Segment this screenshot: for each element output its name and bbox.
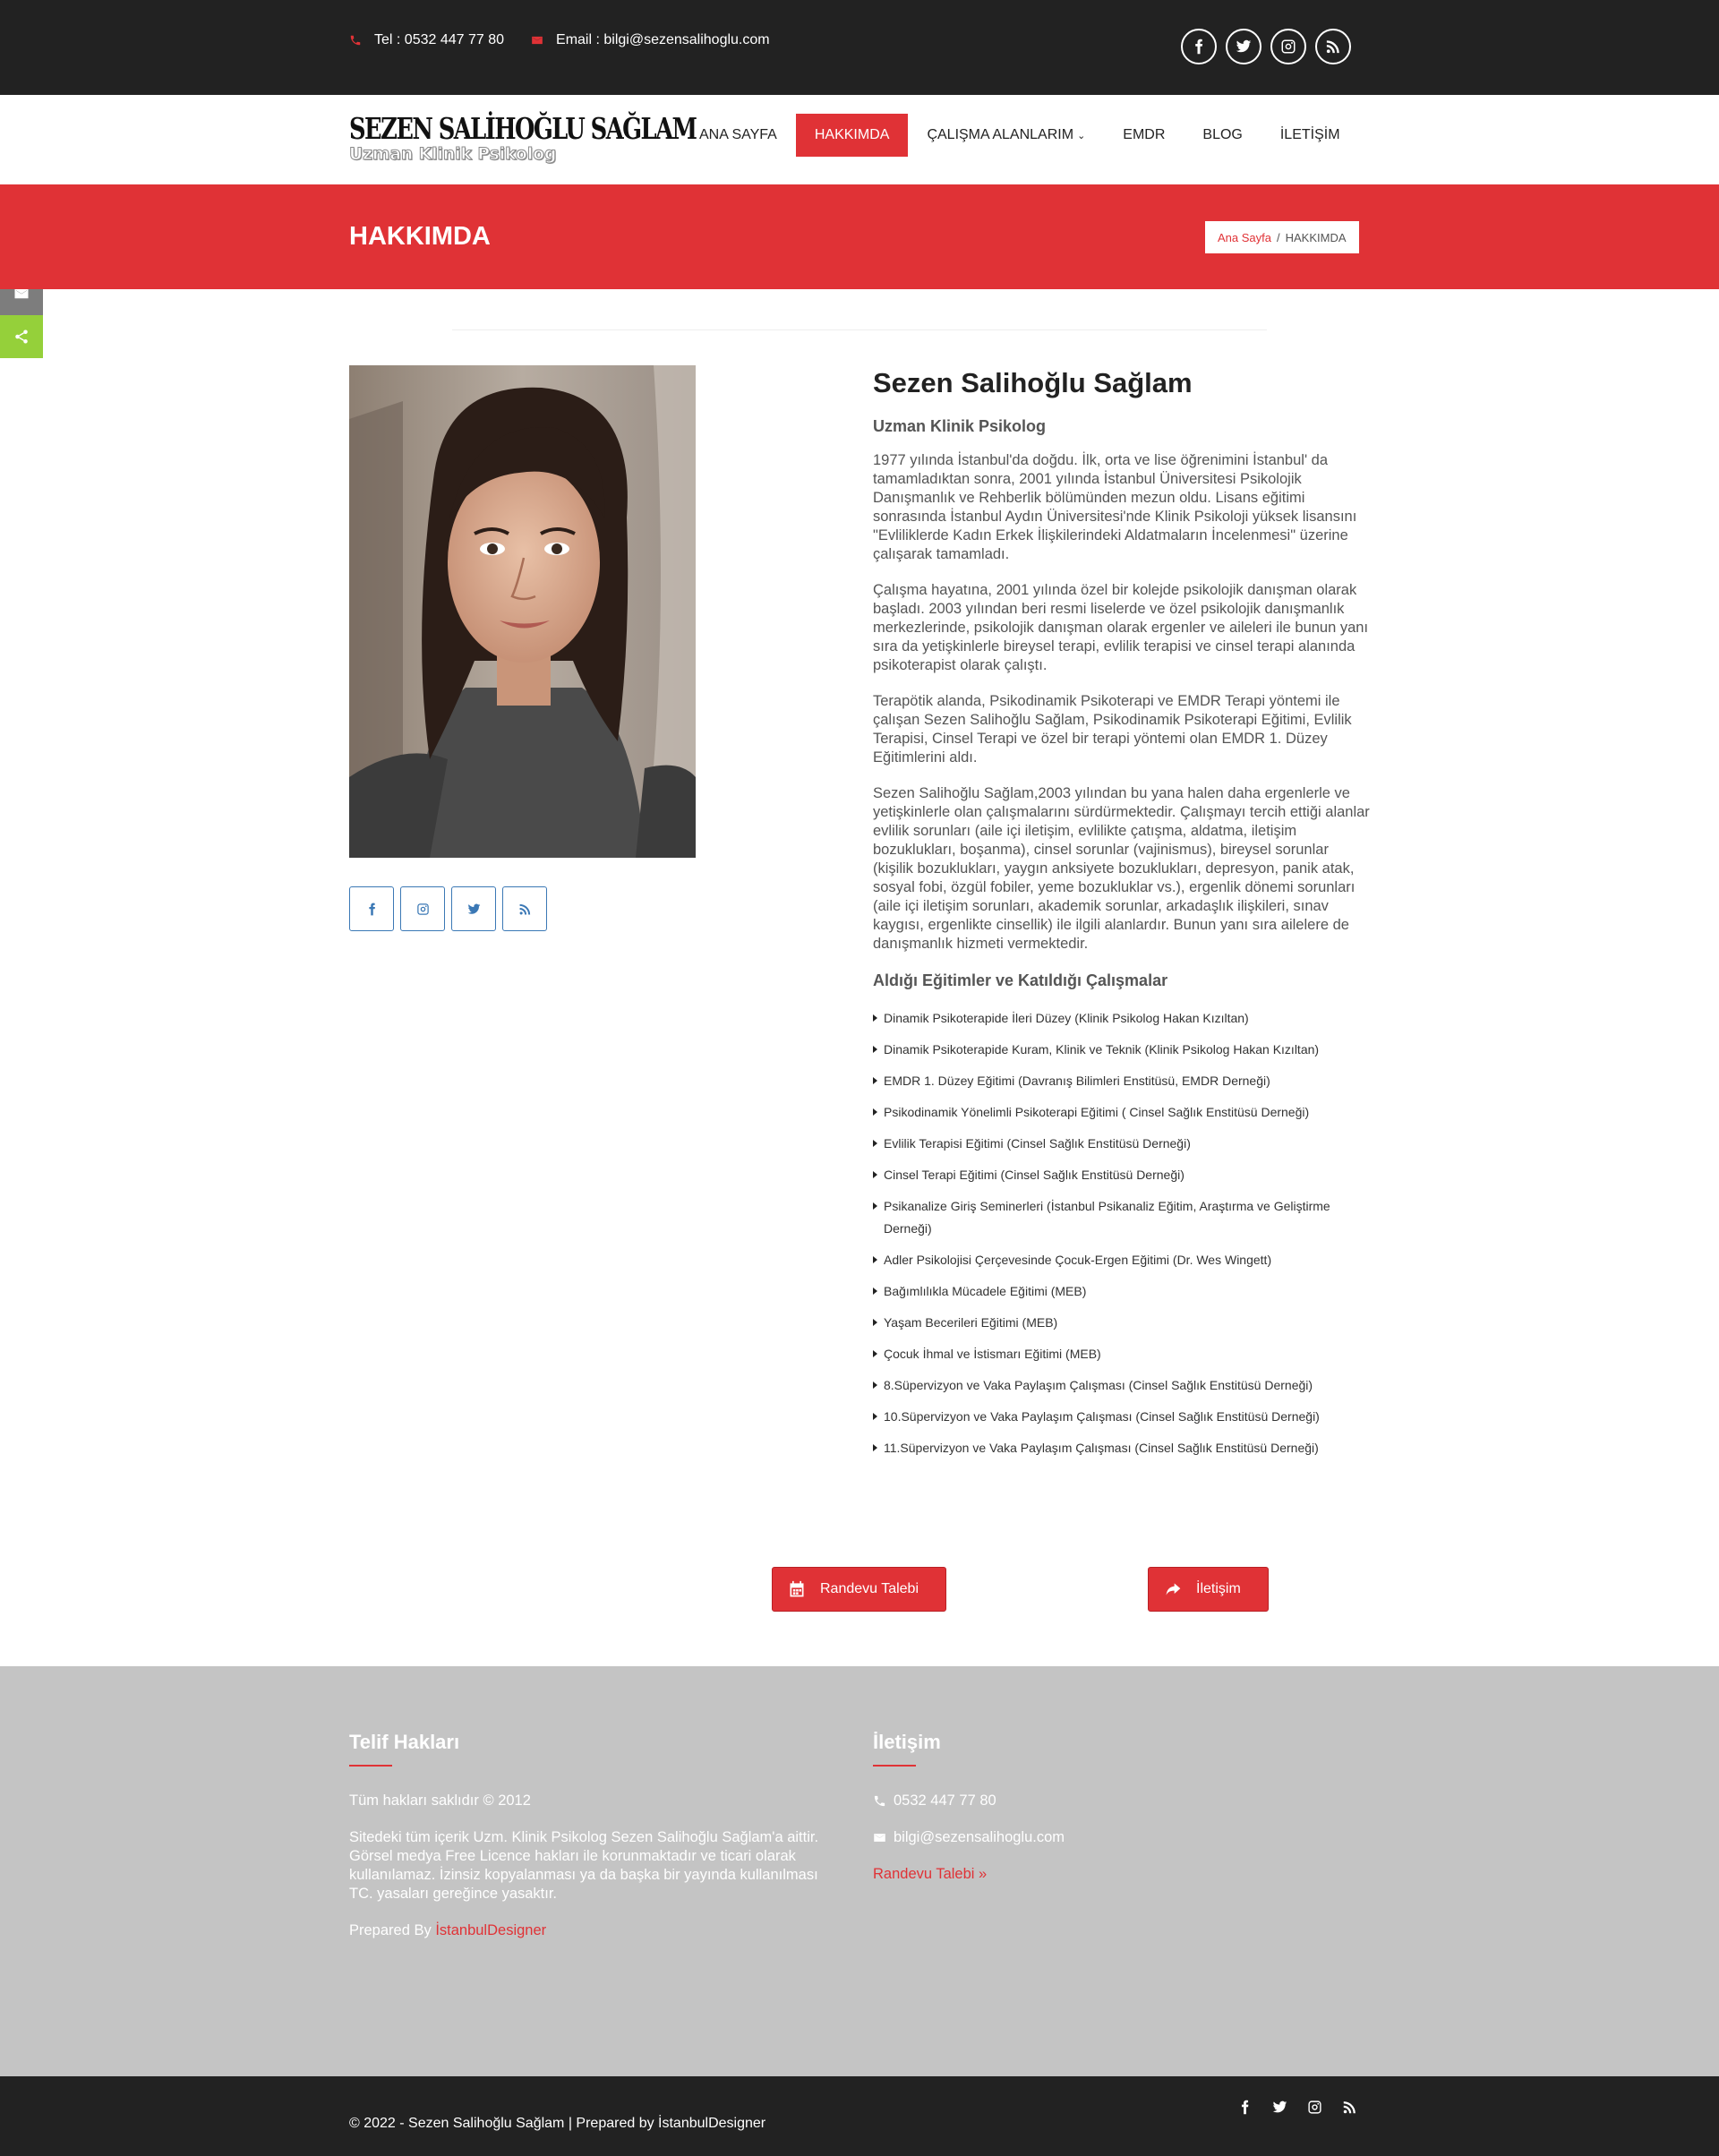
footer-phone[interactable] <box>873 1792 1347 1810</box>
nav-item-blog[interactable]: BLOG <box>1202 127 1243 142</box>
rss-icon[interactable] <box>1342 2100 1357 2115</box>
about-content <box>873 365 1370 1468</box>
footer-title-underline <box>349 1765 392 1767</box>
site-logo[interactable] <box>349 111 697 168</box>
list-item: 10.Süpervizyon ve Vaka Paylaşım Çalışması (Cinsel Sağlık Enstitüsü Derneği) <box>873 1406 1370 1428</box>
list-item: Dinamik Psikoterapide Kuram, Klinik ve Teknik (Klinik Psikolog Hakan Kızıltan) <box>873 1039 1370 1061</box>
footer-copyright-title: Telif Hakları <box>349 1731 460 1753</box>
list-item: Bağımlılıkla Mücadele Eğitimi (MEB) <box>873 1280 1370 1303</box>
topbar-social <box>1181 29 1351 64</box>
breadcrumb-home-link[interactable]: Ana Sayfa <box>1218 230 1271 244</box>
nav-item-emdr[interactable]: EMDR <box>1123 127 1166 142</box>
portrait-illustration <box>349 365 696 858</box>
footer-contact-title: İletişim <box>873 1731 941 1753</box>
footer-phone-text: 0532 447 77 80 <box>894 1792 996 1809</box>
topbar-email[interactable] <box>531 32 770 48</box>
instagram-icon[interactable] <box>1307 2100 1322 2115</box>
twitter-icon <box>1236 38 1252 55</box>
topbar-phone-text: Tel : 0532 447 77 80 <box>374 32 505 47</box>
list-item: 11.Süpervizyon ve Vaka Paylaşım Çalışması (Cinsel Sağlık Enstitüsü Derneği) <box>873 1437 1370 1459</box>
nav-item-ana-sayfa[interactable]: ANA SAYFA <box>699 127 777 142</box>
contact-button-label: İletişim <box>1196 1581 1241 1596</box>
rss-icon <box>1325 38 1341 55</box>
footer-notice: Sitedeki tüm içerik Uzm. Klinik Psikolog Sezen Salihoğlu Sağlam'a aittir. Görsel medya Free Licence hakları ile korunmaktadır ve ticari olarak kullanılamaz. İzinsiz kopyalanması ya da başka bir yayında kullanılması TC. yasaları gereğince yasaktır. <box>349 1829 819 1902</box>
footer-appointment-link-wrap <box>873 1865 1347 1884</box>
share-forward-icon <box>1164 1580 1182 1598</box>
topbar-twitter-link[interactable] <box>1226 29 1261 64</box>
footer-appointment-link[interactable]: Randevu Talebi » <box>873 1866 988 1882</box>
list-item: 8.Süpervizyon ve Vaka Paylaşım Çalışması (Cinsel Sağlık Enstitüsü Derneği) <box>873 1374 1370 1397</box>
profile-rss-link[interactable] <box>502 886 547 931</box>
topbar-email-text: Email : bilgi@sezensalihoglu.com <box>556 32 770 47</box>
footer-title-underline <box>873 1765 916 1767</box>
list-item: Psikanalize Giriş Seminerleri (İstanbul Psikanaliz Eğitim, Araştırma ve Geliştirme Derneği) <box>873 1195 1370 1240</box>
list-item: Evlilik Terapisi Eğitimi (Cinsel Sağlık Enstitüsü Derneği) <box>873 1133 1370 1155</box>
list-item: EMDR 1. Düzey Eğitimi (Davranış Bilimleri Enstitüsü, EMDR Derneği) <box>873 1070 1370 1092</box>
twitter-icon <box>467 903 481 916</box>
bio-paragraph: Sezen Salihoğlu Sağlam,2003 yılından bu yana halen daha ergenlerle ve yetişkinlerle olan çalışmalarını sürdürmektedir. Çalışmayı tercih ettiği alanlar evlilik sorunları (aile içi iletişim, evlilikte çatışma, aldatma, iletişim bozuklukları, boşanma), cinsel sorunlar (vajinismus), bireysel sorunlar (kişilik bozuklukları, yaygın anksiyete bozuklukları, depresyon, panik atak, sosyal fobi, özgül fobiler, yeme bozukluklar vs.), ergenlik dönemi sorunları (aile içi iletişim sorunları, akademik sorunlar, arkadaşlık ilişkileri, sınav kaygısı, ergenlikte cinsellik) ile ilgili alanlardır. Bunun yanı sıra ailelere de danışmanlık hizmeti vermektedir. <box>873 785 1370 952</box>
footer-email-text: bilgi@sezensalihoglu.com <box>894 1829 1065 1845</box>
profile-subtitle: Uzman Klinik Psikolog <box>873 417 1047 435</box>
topbar-rss-link[interactable] <box>1315 29 1351 64</box>
list-item: Cinsel Terapi Eğitimi (Cinsel Sağlık Enstitüsü Derneği) <box>873 1164 1370 1186</box>
topbar-contact <box>349 32 770 48</box>
bottom-social <box>1237 2100 1357 2115</box>
logo-name: SEZEN SALİHOĞLU SAĞLAM <box>349 111 697 146</box>
bio-paragraph: Çalışma hayatına, 2001 yılında özel bir kolejde psikolojik danışman olarak başladı. 2003 yılından beri resmi liselerde ve özel psikolojik danışmanlık merkezlerinde, psikolojik danışman olarak ergenler ve aileleri ile bunun yanı sıra da yetişkinlerle bireysel terapi, evlilik terapisi ve cinsel terapi alanında psikoterapist olarak çalıştı. <box>873 582 1369 673</box>
breadcrumb-current: HAKKIMDA <box>1285 230 1347 244</box>
facebook-icon <box>365 903 379 916</box>
profile-name: Sezen Salihoğlu Sağlam <box>873 367 1193 398</box>
bottom-copyright: © 2022 - Sezen Salihoğlu Sağlam | Prepared by İstanbulDesigner <box>349 2116 766 2131</box>
share-icon <box>13 329 30 345</box>
appointment-button-label: Randevu Talebi <box>820 1581 919 1596</box>
nav-item-calisma-alanlarim[interactable] <box>908 114 1104 157</box>
share-more-button[interactable] <box>0 315 43 358</box>
footer-prepared-prefix: Prepared By <box>349 1922 436 1938</box>
facebook-icon <box>1191 38 1207 55</box>
footer-contact-column <box>873 1731 1347 1884</box>
topbar-facebook-link[interactable] <box>1181 29 1217 64</box>
site-header <box>0 95 1719 184</box>
list-item: Psikodinamik Yönelimli Psikoterapi Eğitimi ( Cinsel Sağlık Enstitüsü Derneği) <box>873 1101 1370 1124</box>
trainings-list <box>873 1007 1370 1459</box>
bio-paragraph: 1977 yılında İstanbul'da doğdu. İlk, orta ve lise öğrenimini İstanbul' da tamamladıktan sonra, 2001 yılında İstanbul Üniversitesi Psikolojik Danışmanlık ve Rehberlik bölümünden mezun oldu. Lisans eğitimi sonrasında İstanbul Aydın Üniversitesi'nde Klinik Psikoloji yüksek lisansını "Evliliklerde Kadın Erkek İlişkilerindeki Aldatmaların İncelenmesi" üzerine çalışarak tamamladı. <box>873 452 1357 562</box>
phone-icon <box>349 34 362 47</box>
footer-prepared-by <box>349 1921 824 1940</box>
breadcrumb <box>1205 221 1359 253</box>
list-item: Yaşam Becerileri Eğitimi (MEB) <box>873 1312 1370 1334</box>
twitter-icon[interactable] <box>1272 2100 1287 2115</box>
envelope-icon <box>531 34 543 47</box>
profile-photo <box>349 365 696 858</box>
topbar-phone[interactable] <box>349 32 504 48</box>
list-item: Adler Psikolojisi Çerçevesinde Çocuk-Ergen Eğitimi (Dr. Wes Wingett) <box>873 1249 1370 1271</box>
list-item: Çocuk İhmal ve İstismarı Eğitimi (MEB) <box>873 1343 1370 1365</box>
facebook-icon[interactable] <box>1237 2100 1253 2115</box>
footer <box>0 1666 1719 2076</box>
trainings-heading: Aldığı Eğitimler ve Katıldığı Çalışmalar <box>873 971 1168 989</box>
profile-facebook-link[interactable] <box>349 886 394 931</box>
instagram-icon <box>1280 38 1296 55</box>
profile-twitter-link[interactable] <box>451 886 496 931</box>
topbar-instagram-link[interactable] <box>1270 29 1306 64</box>
footer-rights: Tüm hakları saklıdır © 2012 <box>349 1792 531 1809</box>
phone-icon <box>873 1794 886 1808</box>
profile-instagram-link[interactable] <box>400 886 445 931</box>
nav-item-calisma-alanlarim-label: ÇALIŞMA ALANLARIM <box>927 127 1074 142</box>
content-divider <box>452 329 1267 330</box>
calendar-icon <box>788 1580 806 1598</box>
profile-social-links <box>349 886 547 931</box>
page-title-band <box>0 184 1719 289</box>
breadcrumb-separator: / <box>1277 230 1280 244</box>
nav-item-iletisim[interactable]: İLETİŞİM <box>1279 127 1340 142</box>
chevron-down-icon: ⌄ <box>1077 130 1086 141</box>
main-nav <box>680 114 1359 157</box>
topbar <box>0 0 1719 95</box>
contact-button[interactable] <box>1148 1567 1269 1612</box>
appointment-button[interactable] <box>772 1567 946 1612</box>
logo-tagline: Uzman Klinik Psikolog <box>349 144 557 164</box>
envelope-icon <box>873 1831 886 1844</box>
footer-copyright-column <box>349 1731 824 1940</box>
rss-icon <box>518 903 532 916</box>
page-title: HAKKIMDA <box>349 222 491 251</box>
bio-paragraph: Terapötik alanda, Psikodinamik Psikoterapi ve EMDR Terapi yöntemi ile çalışan Sezen Salihoğlu Sağlam, Psikodinamik Psikoterapi Eğitimi, Evlilik Terapisi, Cinsel Terapi ve özel bir terapi yöntemi olan EMDR 1. Düzey Eğitimlerini aldı. <box>873 693 1352 766</box>
instagram-icon <box>416 903 430 916</box>
list-item: Dinamik Psikoterapide İleri Düzey (Klinik Psikolog Hakan Kızıltan) <box>873 1007 1370 1030</box>
footer-email[interactable] <box>873 1828 1347 1847</box>
bottom-bar <box>0 2076 1719 2156</box>
footer-designer-link[interactable]: İstanbulDesigner <box>435 1922 547 1938</box>
nav-item-hakkimda[interactable]: HAKKIMDA <box>796 114 909 157</box>
